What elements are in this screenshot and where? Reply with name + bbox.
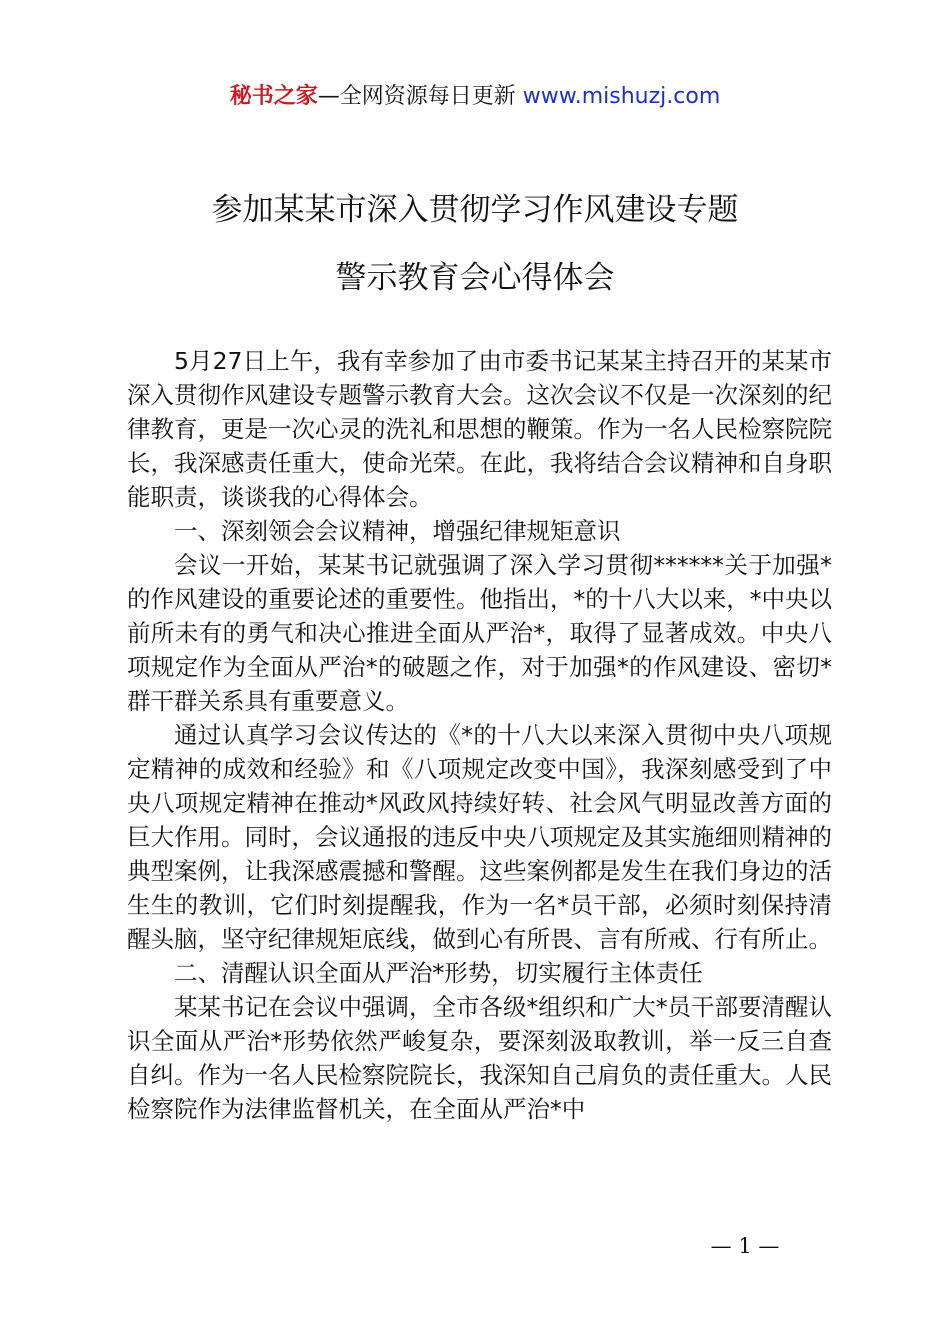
document-body: [127, 344, 832, 1126]
document-title-line-1: 参加某某市深入贯彻学习作风建设专题: [211, 192, 739, 228]
paragraph: 某某书记在会议中强调，全市各级*组织和广大*员干部要清醒认识全面从严治*形势依然严峻复杂，要深刻汲取教训，举一反三自查自纠。作为一名人民检察院院长，我深知自己肩负的责任重大。人民检察院作为法律监督机关，在全面从严治*中: [127, 993, 832, 1123]
site-url-link[interactable]: www.mishuzj.com: [522, 84, 721, 109]
paragraph: 会议一开始，某某书记就强调了深入学习贯彻******关于加强*的作风建设的重要论述的重要性。他指出，*的十八大以来，*中央以前所未有的勇气和决心推进全面从严治*，取得了显著成效。中央八项规定作为全面从严治*的破题之作，对于加强*的作风建设、密切*群干群关系具有重要意义。: [127, 551, 832, 715]
document-title-line-2: 警示教育会心得体会: [335, 260, 615, 296]
paragraph-intro: 5月27日上午，我有幸参加了由市委书记某某主持召开的某某市深入贯彻作风建设专题警示教育大会。这次会议不仅是一次深刻的纪律教育，更是一次心灵的洗礼和思想的鞭策。作为一名人民检察院院长，我深感责任重大，使命光荣。在此，我将结合会议精神和自身职能职责，谈谈我的心得体会。: [127, 347, 832, 511]
header-tagline: —全网资源每日更新: [317, 84, 516, 109]
page-number: — 1 —: [710, 1234, 780, 1258]
brand-name: 秘书之家: [229, 84, 318, 109]
section-heading-2: 二、清醒认识全面从严治*形势，切实履行主体责任: [174, 959, 703, 987]
section-heading-1: 一、深刻领会会议精神，增强纪律规矩意识: [174, 517, 621, 545]
site-header: [0, 82, 950, 112]
paragraph: 通过认真学习会议传达的《*的十八大以来深入贯彻中央八项规定精神的成效和经验》和《八项规定改变中国》，我深刻感受到了中央八项规定精神在推动*风政风持续好转、社会风气明显改善方面的巨大作用。同时，会议通报的违反中央八项规定及其实施细则精神的典型案例，让我深感震撼和警醒。这些案例都是发生在我们身边的活生生的教训，它们时刻提醒我，作为一名*员干部，必须时刻保持清醒头脑，坚守纪律规矩底线，做到心有所畏、言有所戒、行有所止。: [127, 721, 832, 953]
